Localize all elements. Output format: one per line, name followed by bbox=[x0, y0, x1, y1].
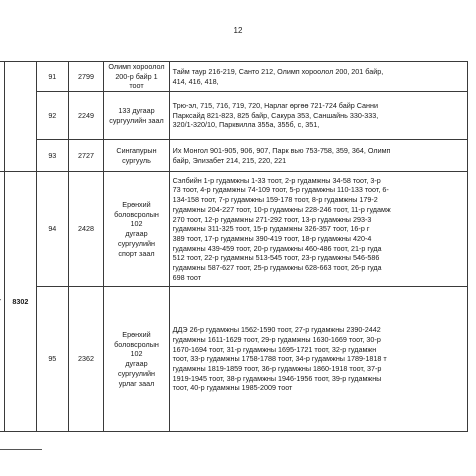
site-line: Олимп хороолол bbox=[108, 62, 165, 71]
address-list bbox=[169, 172, 467, 287]
table-row bbox=[0, 92, 468, 140]
station-number: 95 bbox=[36, 287, 68, 432]
address-line: 389 тоот, 17-р гудамжны 390-419 тоот, 18-р гудамжны 420-4 bbox=[172, 233, 372, 243]
address-list bbox=[169, 62, 467, 92]
address-line: 1670-1694 тоот, 31-р гудамжны 1695-1721 тоот, 32-р гудамжн bbox=[172, 344, 377, 354]
address-line: байр, Элизабет 214, 215, 220, 221 bbox=[172, 155, 287, 165]
table-row bbox=[0, 62, 468, 92]
address-line: Парксайд 821-823, 825 байр, Сакура 353, Саншайнь 330-333, bbox=[172, 110, 379, 120]
address-line: 270 тоот, 12-р гудамжны 271-292 тоот, 13-р гудамжны 293-3 bbox=[172, 214, 372, 224]
site-line: сургууль bbox=[122, 155, 151, 165]
bottom-rule bbox=[0, 449, 42, 450]
site-line: боловсролын 102 bbox=[114, 339, 159, 359]
station-number: 91 bbox=[36, 62, 68, 92]
address-line: ДДЭ 26-р гудамжны 1562-1590 тоот, 27-р гудамжны 2390-2442 bbox=[172, 325, 381, 335]
polling-site bbox=[104, 140, 169, 172]
voter-count: 2249 bbox=[68, 92, 104, 140]
address-line: гудамжны 439-459 тоот, 20-р гудамжны 460-486 тоот, 21-р гуда bbox=[172, 243, 382, 253]
site-line: дугаар сургуулийн bbox=[118, 229, 155, 248]
address-line: гудамжны 1611-1629 тоот, 29-р гудамжны 1630-1669 тоот, 30-р bbox=[172, 334, 381, 344]
address-line: 414, 416, 418, bbox=[172, 76, 219, 86]
voter-count: 2799 bbox=[68, 62, 104, 92]
address-line: гудамжны 1819-1859 тоот, 36-р гудамжны 1860-1918 тоот, 37-р bbox=[172, 363, 382, 373]
district-cell bbox=[4, 62, 36, 172]
address-line: гудамжны 311-325 тоот, 15-р гудамжны 326-357 тоот, 16-р г bbox=[172, 224, 370, 234]
address-line: 698 тоот bbox=[172, 272, 202, 282]
address-line: 1919-1945 тоот, 38-р гудамжны 1946-1956 тоот, 39-р гудамжны bbox=[172, 373, 382, 383]
site-line: урлаг заал bbox=[118, 378, 155, 388]
voter-count: 2428 bbox=[68, 172, 104, 287]
address-line: гудамжны 587-627 тоот, 25-р гудамжны 628-663 тоот, 26-р гуда bbox=[172, 263, 382, 273]
site-line: боловсролын 102 bbox=[114, 209, 159, 229]
address-line: Тайм таур 216-219, Санто 212, Олимп хороолол 200, 201 байр, bbox=[172, 66, 384, 76]
polling-site bbox=[104, 92, 169, 140]
address-line: 512 тоот, 22-р гудамжны 513-545 тоот, 23-р гудамжны 546-586 bbox=[172, 253, 380, 263]
site-line: спорт заал bbox=[118, 248, 155, 258]
station-number: 94 bbox=[36, 172, 68, 287]
table-row bbox=[0, 172, 468, 287]
polling-site bbox=[104, 172, 169, 287]
site-line: Ерөнхий bbox=[122, 200, 151, 209]
address-list bbox=[169, 92, 467, 140]
page-number: 12 bbox=[233, 26, 243, 35]
site-line: Ерөнхий bbox=[122, 330, 151, 339]
polling-station-table bbox=[0, 61, 468, 432]
address-line: гудамжны 204-227 тоот, 10-р гудамжны 228-246 тоот, 11-р гудамж bbox=[172, 204, 391, 214]
address-list bbox=[169, 287, 467, 432]
address-line: 134-158 тоот, 7-р гудамжны 159-178 тоот, 8-р гудамжны 179-2 bbox=[172, 195, 378, 205]
site-line: 200-р байр 1 тоот bbox=[115, 71, 158, 91]
address-line: тоот, 40-р гудамжны 1985-2009 тоот bbox=[172, 383, 293, 393]
polling-site bbox=[104, 287, 169, 432]
address-line: Трю-эл, 715, 716, 719, 720, Нарлаг өргөө 721-724 байр Санни bbox=[172, 101, 378, 111]
address-line: Их Монгол 901-905, 906, 907, Парк вью 753-758, 359, 364, Олимп bbox=[172, 145, 391, 155]
site-line: дугаар сургуулийн bbox=[118, 359, 155, 378]
address-line: 320/1-320/10, Парквилла 355а, 355б, с, 351, bbox=[172, 120, 320, 130]
station-number: 92 bbox=[36, 92, 68, 140]
site-line: сургуулийн заал bbox=[109, 115, 164, 125]
voter-count: 2362 bbox=[68, 287, 104, 432]
polling-site bbox=[104, 62, 169, 92]
address-list bbox=[169, 140, 467, 172]
address-line: тоот, 33-р гудамжны 1758-1788 тоот, 34-р гудамжны 1789-1818 т bbox=[172, 354, 387, 364]
address-line: Сэлбийн 1-р гудамжны 1-33 тоот, 2-р гудамжны 34-58 тоот, 3-р bbox=[172, 175, 381, 185]
site-line: Сингапурын bbox=[116, 145, 157, 155]
table-row bbox=[0, 287, 468, 432]
district-code: 8302 bbox=[4, 172, 36, 432]
site-line: 133 дугаар bbox=[118, 105, 155, 115]
voter-count: 2727 bbox=[68, 140, 104, 172]
station-number: 93 bbox=[36, 140, 68, 172]
table-row bbox=[0, 140, 468, 172]
address-line: 73 тоот, 4-р гудамжны 74-109 тоот, 5-р гудамжны 110-133 тоот, 6- bbox=[172, 185, 389, 195]
